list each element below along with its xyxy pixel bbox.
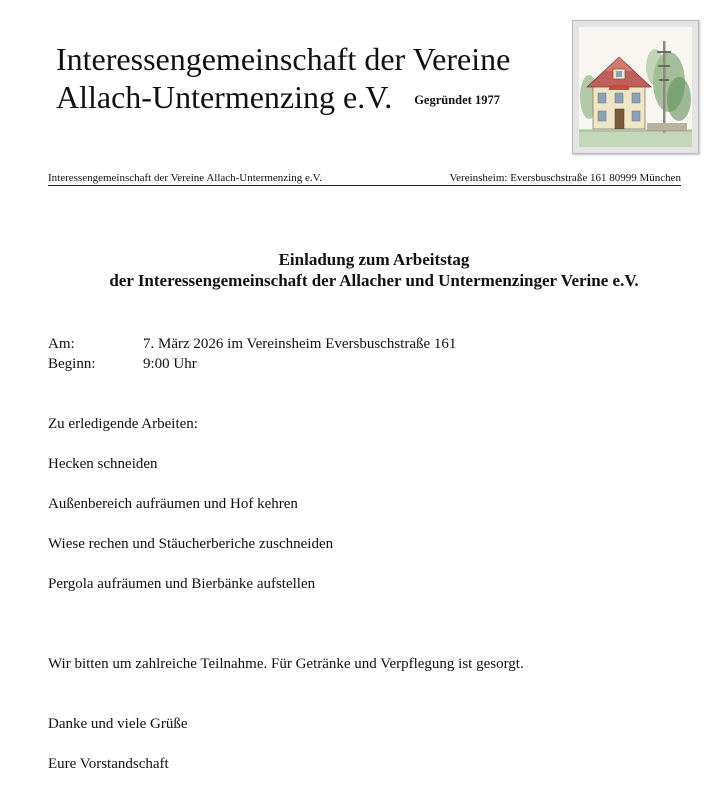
club-house-logo <box>572 20 699 154</box>
club-house-address: Vereinsheim: Eversbuschstraße 161 80999 München <box>449 172 681 184</box>
sender-name: Interessengemeinschaft der Vereine Allach-Untermenzing e.V. <box>48 172 322 184</box>
invitation-heading-line-1: Einladung zum Arbeitstag <box>278 250 470 269</box>
start-value: 9:00 Uhr <box>143 356 197 372</box>
start-label: Beginn: <box>48 356 96 372</box>
title-line-2-text: Allach-Untermenzing e.V. <box>56 79 393 115</box>
invitation-heading <box>0 249 717 291</box>
sender-address-line <box>48 172 681 186</box>
tasks-heading: Zu erledigende Arbeiten: <box>48 416 198 432</box>
club-house-illustration <box>579 27 692 147</box>
task-item: Außenbereich aufräumen und Hof kehren <box>48 496 298 512</box>
task-item: Hecken schneiden <box>48 456 158 472</box>
task-item: Wiese rechen und Stäucherberiche zuschneiden <box>48 536 334 552</box>
letterhead-title <box>56 40 510 119</box>
founded-note: Gegründet 1977 <box>414 93 500 107</box>
date-value: 7. März 2026 im Vereinsheim Eversbuschstraße 161 <box>143 336 457 352</box>
title-line-2 <box>56 78 510 119</box>
task-item: Pergola aufräumen und Bierbänke aufstellen <box>48 576 316 592</box>
closing-greeting: Danke und viele Grüße <box>48 716 188 732</box>
signature: Eure Vorstandschaft <box>48 756 169 772</box>
invitation-heading-line-2: der Interessengemeinschaft der Allacher und Untermenzinger Verine e.V. <box>109 271 639 290</box>
title-line-1: Interessengemeinschaft der Vereine <box>56 41 511 77</box>
participation-request: Wir bitten um zahlreiche Teilnahme. Für Getränke und Verpflegung ist gesorgt. <box>48 656 524 672</box>
date-label: Am: <box>48 336 75 352</box>
